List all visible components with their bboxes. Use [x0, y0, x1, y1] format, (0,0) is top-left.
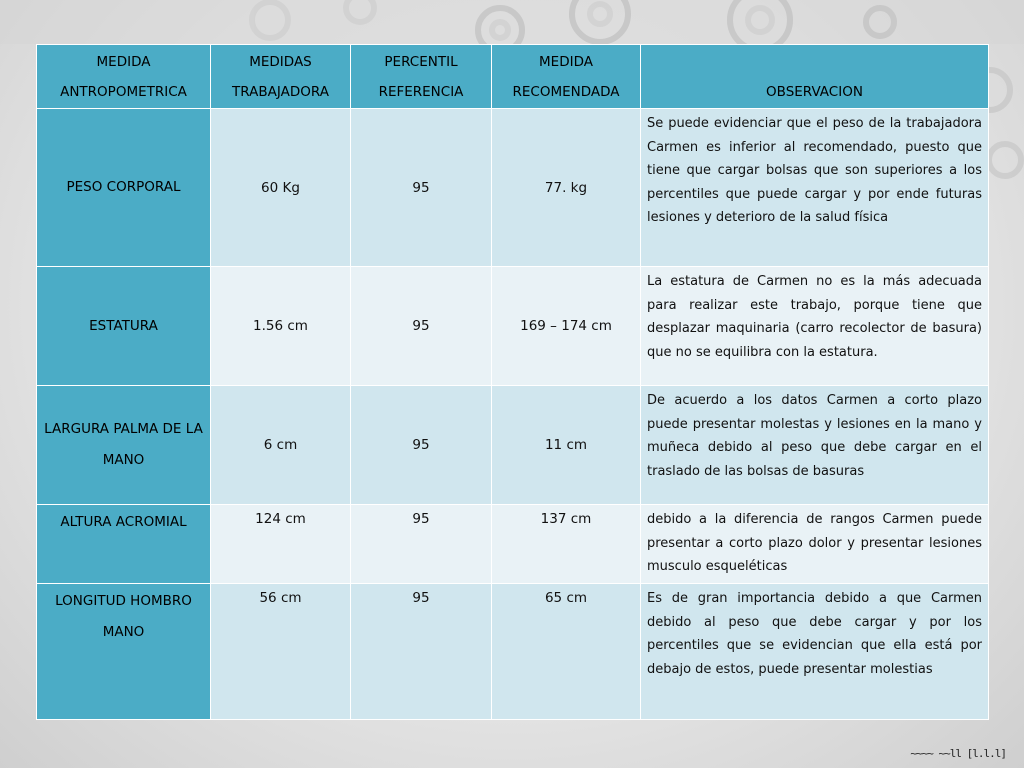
observation-text: De acuerdo a los datos Carmen a corto plazo puede presentar molestas y lesiones en la mano y muñeca debido al peso que debe cargar en el traslado de las bolsas de basuras [641, 386, 989, 505]
row-measure-label: LARGURA PALMA DE LA MANO [37, 386, 211, 505]
worker-value: 56 cm [211, 584, 351, 720]
row-measure-label: ESTATURA [37, 267, 211, 386]
recommended-value: 137 cm [492, 505, 641, 584]
gear-icon [866, 8, 894, 36]
table-row [37, 109, 989, 267]
gear-icon [989, 144, 1021, 176]
header-percentil-referencia: PERCENTIL REFERENCIA [351, 45, 492, 109]
gear-icon [572, 0, 628, 42]
percentile-value: 95 [351, 109, 492, 267]
gear-icon [252, 2, 288, 38]
recommended-value: 65 cm [492, 584, 641, 720]
header-medida-antropometrica: MEDIDA ANTROPOMETRICA [37, 45, 211, 109]
worker-value: 1.56 cm [211, 267, 351, 386]
recommended-value: 77. kg [492, 109, 641, 267]
table-row [37, 386, 989, 505]
percentile-value: 95 [351, 267, 492, 386]
observation-text: Se puede evidenciar que el peso de la trabajadora Carmen es inferior al recomendado, puesto que tiene que cargar bolsas que son superiores a los percentiles que puede cargar y por ende futuras lesiones y deterioro de la salud física [641, 109, 989, 267]
recommended-value: 11 cm [492, 386, 641, 505]
table-row [37, 584, 989, 720]
percentile-value: 95 [351, 505, 492, 584]
table-row [37, 267, 989, 386]
table-header-row [37, 45, 989, 109]
recommended-value: 169 – 174 cm [492, 267, 641, 386]
percentile-value: 95 [351, 584, 492, 720]
worker-value: 60 Kg [211, 109, 351, 267]
observation-text: debido a la diferencia de rangos Carmen puede presentar a corto plazo dolor y presentar lesiones musculo esqueléticas [641, 505, 989, 584]
table-row [37, 505, 989, 584]
worker-value: 6 cm [211, 386, 351, 505]
percentile-value: 95 [351, 386, 492, 505]
observation-text: La estatura de Carmen no es la más adecuada para realizar este trabajo, porque tiene que desplazar maquinaria (carro recolector de basura) que no se equilibra con la estatura. [641, 267, 989, 386]
row-measure-label: ALTURA ACROMIAL [37, 505, 211, 584]
header-observacion: OBSERVACION [641, 45, 989, 109]
header-medidas-trabajadora: MEDIDAS TRABAJADORA [211, 45, 351, 109]
observation-text: Es de gran importancia debido a que Carmen debido al peso que debe cargar y por los percentiles que se evidencian que ella está por debajo de estos, puede presentar molestias [641, 584, 989, 720]
row-measure-label: PESO CORPORAL [37, 109, 211, 267]
gear-icon [730, 0, 790, 50]
gear-icon [346, 0, 374, 22]
header-medida-recomendada: MEDIDA RECOMENDADA [492, 45, 641, 109]
anthropometric-table [36, 44, 989, 720]
row-measure-label: LONGITUD HOMBRO MANO [37, 584, 211, 720]
worker-value: 124 cm [211, 505, 351, 584]
footer-signature-mark: ~~~~ ~~ll [l.l.l] [910, 747, 1006, 760]
